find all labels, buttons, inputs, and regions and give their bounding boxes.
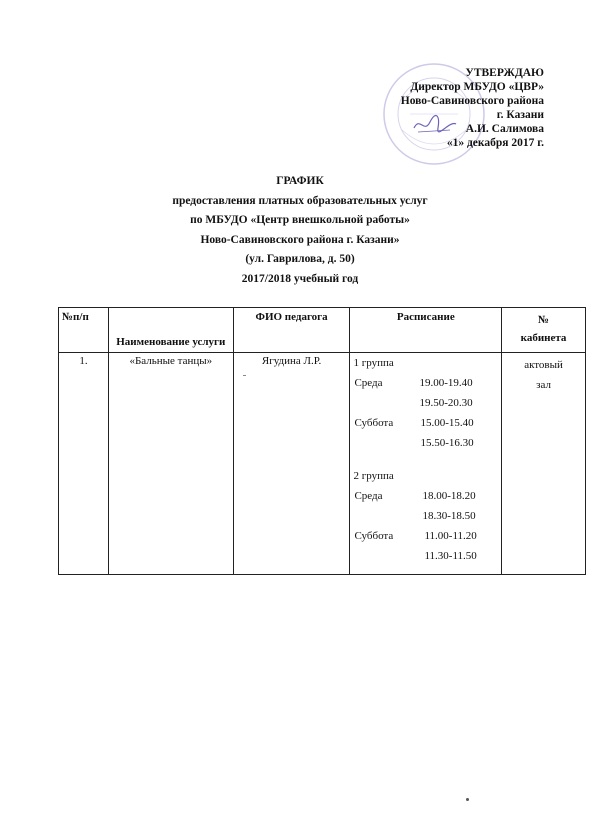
schedule-line xyxy=(350,393,501,413)
group-2-day-1: Среда xyxy=(354,490,383,502)
approval-heading: УТВЕРЖДАЮ xyxy=(465,67,544,79)
schedule-line xyxy=(350,486,501,506)
header-schedule: Расписание xyxy=(350,308,502,353)
group-2-day-2: Суббота xyxy=(354,530,394,542)
group-1-time-3: 15.00-15.40 xyxy=(420,417,474,429)
schedule-line xyxy=(350,413,501,433)
schedule-table xyxy=(58,307,586,575)
group-spacer xyxy=(350,453,501,466)
row-service-name: «Бальные танцы» xyxy=(108,353,233,575)
organization-district: Ново-Савиновского района г. Казани» xyxy=(200,233,400,246)
approval-date: «1» декабря 2017 г. xyxy=(446,137,544,149)
approval-block xyxy=(401,66,544,150)
schedule-line xyxy=(350,433,501,453)
schedule-line xyxy=(350,546,501,566)
document-title: ГРАФИК xyxy=(276,175,324,187)
schedule-line xyxy=(350,506,501,526)
organization-address: (ул. Гаврилова, д. 50) xyxy=(245,253,355,265)
document-title-block xyxy=(0,172,600,289)
schedule-line xyxy=(350,526,501,546)
group-2-time-2: 18.30-18.50 xyxy=(422,510,476,522)
row-teacher: Ягудина Л.Р. xyxy=(233,353,350,575)
header-service-name: Наименование услуги xyxy=(108,308,233,353)
header-teacher: ФИО педагога xyxy=(233,308,350,353)
organization-name: по МБУДО «Центр внешкольной работы» xyxy=(190,214,410,226)
header-room-number-sign: № xyxy=(538,314,550,326)
group-2-time-3: 11.00-11.20 xyxy=(424,530,477,542)
row-number: 1. xyxy=(59,353,109,575)
row-room-line-1: актовый xyxy=(524,359,563,371)
row-room-line-2: зал xyxy=(536,379,551,391)
group-2-label: 2 группа xyxy=(353,470,394,482)
header-room-label: кабинета xyxy=(520,332,567,344)
document-subtitle: предоставления платных образовательных услуг xyxy=(172,194,428,207)
group-1-day-1: Среда xyxy=(354,377,383,389)
table-header-row xyxy=(59,308,586,353)
table-row xyxy=(59,353,586,575)
group-1-day-2: Суббота xyxy=(354,417,394,429)
approval-signer: А.И. Салимова xyxy=(465,123,544,135)
header-room xyxy=(502,308,586,353)
approval-position: Директор МБУДО «ЦВР» xyxy=(410,81,544,93)
academic-year: 2017/2018 учебный год xyxy=(241,272,359,285)
group-1-time-2: 19.50-20.30 xyxy=(419,397,473,409)
group-1-time-1: 19.00-19.40 xyxy=(419,377,473,389)
row-schedule xyxy=(350,353,502,575)
scan-artifact-dash xyxy=(243,375,246,376)
group-2-time-4: 11.30-11.50 xyxy=(424,550,477,562)
approval-district: Ново-Савиновского района xyxy=(400,95,544,107)
scan-artifact-dot xyxy=(466,798,469,801)
group-2-time-1: 18.00-18.20 xyxy=(422,490,476,502)
group-1-time-4: 15.50-16.30 xyxy=(420,437,474,449)
group-1-label: 1 группа xyxy=(353,357,394,369)
approval-city: г. Казани xyxy=(496,109,544,121)
schedule-line xyxy=(350,373,501,393)
row-room xyxy=(502,353,586,575)
header-number: №п/п xyxy=(59,308,109,353)
